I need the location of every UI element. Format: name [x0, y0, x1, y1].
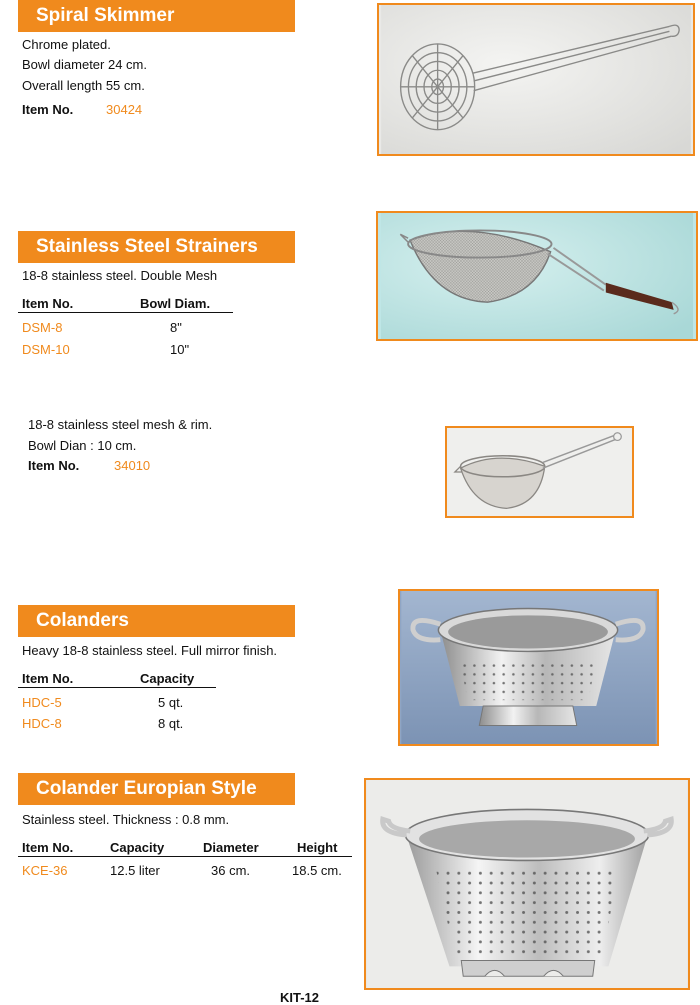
item-value: 8" — [170, 320, 182, 335]
desc-line: Stainless steel. Thickness : 0.8 mm. — [22, 812, 230, 827]
item-no-value: 30424 — [106, 102, 143, 117]
colander-photo — [398, 589, 659, 746]
european-colander-photo — [364, 778, 690, 990]
section-banner-strainers — [18, 231, 295, 263]
item-diameter: 36 cm. — [211, 863, 251, 878]
table-rule — [18, 312, 233, 313]
desc-line: Heavy 18-8 stainless steel. Full mirror finish. — [22, 643, 278, 658]
item-capacity: 12.5 liter — [110, 863, 160, 878]
desc-line: Chrome plated. — [22, 37, 111, 52]
section-title: Spiral Skimmer — [36, 5, 175, 26]
desc-line: Overall length 55 cm. — [22, 78, 145, 93]
table-rule — [18, 856, 352, 857]
col-header-diameter: Diameter — [203, 840, 259, 855]
col-header-bowl: Bowl Diam. — [140, 296, 211, 311]
section-title: Stainless Steel Strainers — [36, 236, 258, 257]
col-header-capacity: Capacity — [110, 840, 165, 855]
item-code: KCE-36 — [22, 863, 68, 878]
item-no-label: Item No. — [28, 458, 80, 473]
item-code: DSM-10 — [22, 342, 70, 357]
strainer-photo — [376, 211, 698, 341]
col-header-capacity: Capacity — [140, 671, 195, 686]
desc-line: Bowl Dian : 10 cm. — [28, 438, 137, 453]
item-value: 5 qt. — [158, 695, 184, 710]
col-header-item: Item No. — [22, 840, 74, 855]
item-code: HDC-8 — [22, 716, 62, 731]
small-strainer-photo — [445, 426, 634, 518]
item-no-value: 34010 — [114, 458, 151, 473]
col-header-item: Item No. — [22, 671, 74, 686]
item-code: DSM-8 — [22, 320, 63, 335]
col-header-item: Item No. — [22, 296, 74, 311]
desc-line: Bowl diameter 24 cm. — [22, 57, 147, 72]
desc-line: 18-8 stainless steel mesh & rim. — [28, 417, 213, 432]
section-title: Colander Europian Style — [36, 778, 257, 799]
spiral-skimmer-photo — [377, 3, 695, 156]
page-number: KIT-12 — [280, 990, 320, 1005]
item-value: 10" — [170, 342, 190, 357]
item-height: 18.5 cm. — [292, 863, 342, 878]
item-value: 8 qt. — [158, 716, 184, 731]
section-banner-spiral-skimmer — [18, 0, 295, 32]
section-banner-colanders — [18, 605, 295, 637]
item-code: HDC-5 — [22, 695, 62, 710]
item-no-label: Item No. — [22, 102, 74, 117]
table-rule — [18, 687, 216, 688]
col-header-height: Height — [297, 840, 338, 855]
desc-line: 18-8 stainless steel. Double Mesh — [22, 268, 218, 283]
section-banner-european-colander — [18, 773, 295, 805]
section-title: Colanders — [36, 610, 129, 631]
